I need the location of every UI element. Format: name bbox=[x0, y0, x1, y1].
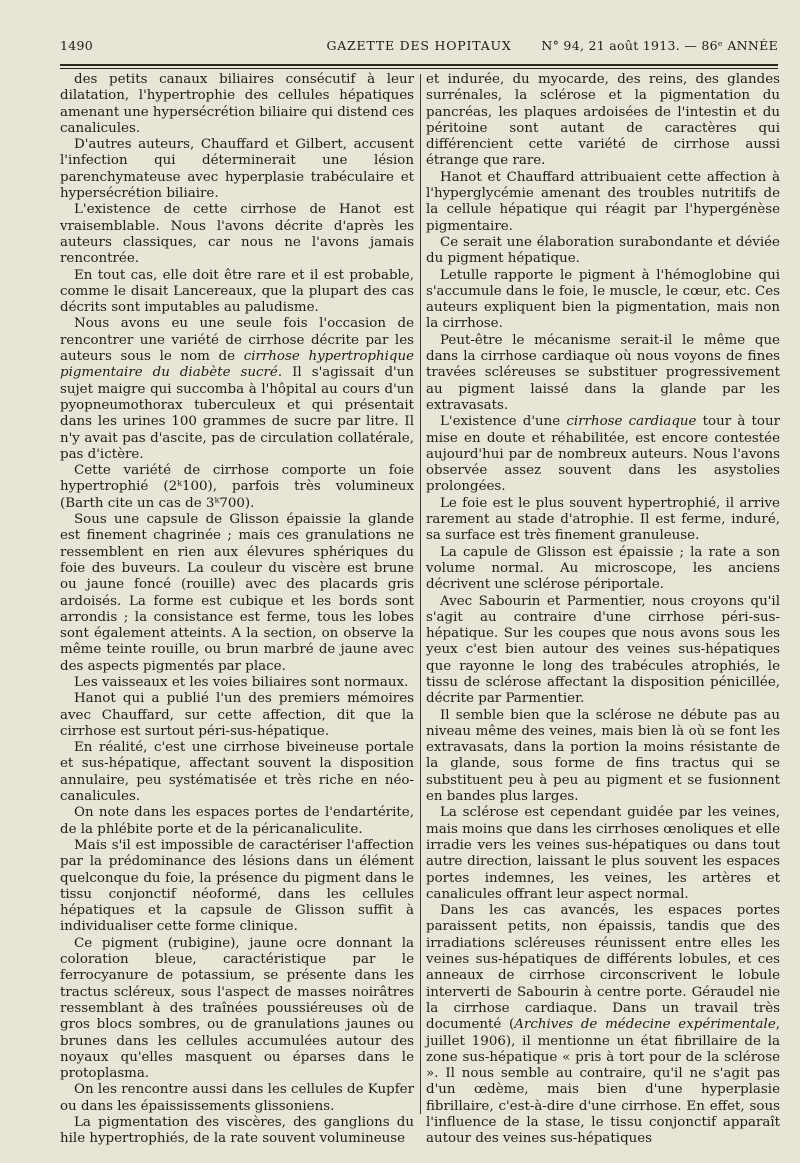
paragraph-text: Il semble bien que la sclérose ne débute pas au niveau même des veines, mais bien là où se font les extravasats, dans la portion la moins résistante de la glande, sous forme de fins tractus qui se substituent peu à peu au pigment et se fusionnent en bandes plus larges. bbox=[426, 707, 780, 805]
paragraph-text: On les rencontre aussi dans les cellules de Kupfer ou dans les épaississements glissoniens. bbox=[60, 1082, 414, 1114]
header-rule-thin bbox=[60, 68, 778, 69]
paragraph bbox=[60, 936, 414, 1083]
paragraph bbox=[426, 545, 780, 594]
paragraph-text: Le foie est le plus souvent hypertrophié, il arrive rarement au stade d'atrophie. Il est ferme, induré, sa surface est très finement granuleuse. bbox=[426, 495, 780, 544]
paragraph bbox=[60, 137, 414, 202]
paragraph bbox=[60, 72, 414, 137]
paragraph bbox=[60, 691, 414, 740]
paragraph-text: . Il s'agissait d'un sujet maigre qui succomba à l'hôpital au cours d'un pyopneumothorax tuberculeux et qui présentait dans les urines 100 grammes de sucre par litre. Il n'y avait pas d'ascite, pas de circulation collatérale, pas d'ictère. bbox=[60, 365, 414, 462]
paragraph-text: La pigmentation des viscères, des ganglions du hile hypertrophiés, de la rate souvent volumineuse bbox=[60, 1115, 414, 1147]
paragraph-text: des petits canaux biliaires consécutif à leur dilatation, l'hypertrophie des cellules hépatiques amenant une hypersécrétion biliaire qui distend ces canalicules. bbox=[60, 72, 415, 136]
paragraph-text: tour à tour mise en doute et réhabilitée, est encore contestée aujourd'hui par de nombreux auteurs. Nous l'avons observée assez souvent dans les asystolies prolongées. bbox=[426, 414, 780, 495]
paragraph bbox=[426, 414, 780, 495]
paragraph-text: Sous une capsule de Glisson épaissie la glande est finement chagrinée ; mais ces granulations ne ressemblent en rien aux élevures sphériques du foie des buveurs. La couleur du viscère est brune ou jaune foncé (rouille) avec des placards gris ardoisés. La forme est cubique et les bords sont arrondis ; la consistance est ferme, tous les lobes sont également atteints. A la section, on observe la même teinte rouille, ou brun marbré de jaune avec des aspects pigmentés par place. bbox=[60, 512, 414, 674]
paragraph bbox=[426, 72, 780, 170]
paragraph-text: La sclérose est cependant guidée par les veines, mais moins que dans les cirrhoses œnoliques et elle irradie vers les veines sus-hépatiques ou dans tout autre direction, laissant le plus souvent les espaces portes indemnes, les veines, les artères et canalicules offrant leur aspect normal. bbox=[426, 805, 780, 902]
running-header bbox=[60, 38, 778, 60]
paragraph-text: Cette variété de cirrhose comporte un foie hypertrophié (2ᵏ100), parfois très volumineux (Barth cite un cas de 3ᵏ700). bbox=[60, 463, 414, 511]
paragraph-text: Peut-être le mécanisme serait-il le même que dans la cirrhose cardiaque où nous voyons de fines travées scléreuses se substituer progressivement au pigment laissé dans la glande par les extravasats. bbox=[426, 332, 780, 413]
italic-term: Archives de médecine expérimentale bbox=[514, 1017, 776, 1033]
paragraph bbox=[426, 594, 780, 708]
paragraph bbox=[60, 838, 414, 936]
header-rule-thick bbox=[60, 64, 778, 66]
paragraph-text: D'autres auteurs, Chauffard et Gilbert, accusent l'infection qui déterminerait une lésion parenchymateuse avec hyperplasie trabéculaire et hypersécrétion biliaire. bbox=[60, 137, 414, 202]
paragraph bbox=[60, 1115, 414, 1148]
paragraph-text: et indurée, du myocarde, des reins, des glandes surrénales, la sclérose et la pigmentation du pancréas, les plaques ardoisées de l'intestin et du péritoine sont autant de caractères qui différencient cette variété de cirrhose aussi étrange que rare. bbox=[426, 72, 780, 169]
page-number: 1490 bbox=[60, 38, 94, 53]
paragraph-text: La capule de Glisson est épaissie ; la rate a son volume normal. Au microscope, les anciens décrivent une sclérose périportale. bbox=[426, 544, 780, 593]
paragraph bbox=[60, 1082, 414, 1115]
paragraph bbox=[60, 740, 414, 805]
paragraph bbox=[426, 708, 780, 806]
paragraph bbox=[426, 903, 780, 1147]
paragraph bbox=[426, 496, 780, 545]
paragraph bbox=[60, 512, 414, 675]
right-column bbox=[426, 72, 780, 1148]
paragraph-text: En réalité, c'est une cirrhose biveineuse portale et sus-hépatique, affectant souvent la disposition annulaire, peu systématisée et très riche en néo-canalicules. bbox=[60, 740, 414, 805]
paragraph-text: Hanot qui a publié l'un des premiers mémoires avec Chauffard, sur cette affection, dit que la cirrhose est surtout péri-sus-hépatique. bbox=[60, 691, 414, 739]
paragraph-text: Avec Sabourin et Parmentier, nous croyons qu'il s'agit au contraire d'une cirrhose péri-sus-hépatique. Sur les coupes que nous avons sous les yeux c'est bien autour des veines sus-hépatiques que rayonne le long des trabécules atrophiés, le tissu de sclérose affectant la disposition pénicillée, décrite par Parmentier. bbox=[426, 593, 780, 707]
paragraph bbox=[426, 805, 780, 903]
paragraph bbox=[60, 675, 414, 691]
paragraph-text: Les vaisseaux et les voies biliaires sont normaux. bbox=[74, 674, 409, 690]
paragraph-text: , juillet 1906), il mentionne un état fibrillaire de la zone sus-hépatique « pris à tort pour de la sclérose ». Il nous semble au contraire, qu'il ne s'agit pas d'un œdème, mais bien d'une hyperplasie fibrillaire, c'est-à-dire d'une cirrhose. En effet, sous l'influence de la stase, le tissu conjonctif apparaît autour des veines sus-hépatiques bbox=[426, 1017, 781, 1147]
paragraph-text: On note dans les espaces portes de l'endartérite, de la phlébite porte et de la péricanaliculite. bbox=[60, 805, 414, 837]
paragraph bbox=[426, 170, 780, 235]
left-column bbox=[60, 72, 414, 1148]
italic-term: cirrhose hypertrophique pigmentaire du diabète sucré bbox=[60, 349, 414, 381]
paragraph bbox=[60, 202, 414, 267]
paragraph-text: En tout cas, elle doit être rare et il est probable, comme le disait Lancereaux, que la plupart des cas décrits sont imputables au paludisme. bbox=[60, 267, 414, 316]
paragraph-text: L'existence de cette cirrhose de Hanot est vraisemblable. Nous l'avons décrite d'après les auteurs classiques, car nous ne l'avons jamais rencontrée. bbox=[60, 202, 414, 267]
paragraph-text: Ce serait une élaboration surabondante et déviée du pigment hépatique. bbox=[426, 234, 780, 267]
paragraph-text: Ce pigment (rubigine), jaune ocre donnant la coloration bleue, caractéristique par le ferrocyanure de potassium, se présente dans les tractus scléreux, sous l'aspect de masses noirâtres ressemblant à des traînées poussiéreuses où de gros blocs sombres, ou de granulations jaunes ou brunes dans les cellules accumulées autour des noyaux qu'elles masquent ou éparses dans le protoplasma. bbox=[60, 935, 414, 1082]
italic-term: cirrhose cardiaque bbox=[566, 414, 697, 430]
journal-title: GAZETTE DES HOPITAUX bbox=[326, 38, 512, 53]
paragraph bbox=[426, 268, 780, 333]
column-divider bbox=[420, 74, 421, 1114]
paragraph bbox=[60, 463, 414, 512]
paragraph-text: Dans les cas avancés, les espaces portes paraissent petits, non épaissis, tandis que des irradiations scléreuses réunissent entre elles les veines sus-hépatiques de différents lobules, et ces anneaux de cirrhose circonscrivent le lobule interverti de Sabourin à centre porte. Géraudel nie la cirrhose cardiaque. Dans un travail très documenté ( bbox=[426, 903, 780, 1033]
paragraph-text: L'existence d'une bbox=[440, 414, 567, 430]
issue-info: N° 94, 21 août 1913. — 86ᵉ ANNÉE bbox=[541, 38, 778, 53]
paragraph bbox=[60, 316, 414, 463]
paragraph-text: Letulle rapporte le pigment à l'hémoglobine qui s'accumule dans le foie, le muscle, le cœur, etc. Ces auteurs expliquent bien la pigmentation, mais non la cirrhose. bbox=[426, 267, 780, 332]
paragraph bbox=[426, 235, 780, 268]
paragraph bbox=[60, 805, 414, 838]
paragraph bbox=[60, 268, 414, 317]
paragraph-text: Hanot et Chauffard attribuaient cette affection à l'hyperglycémie amenant des troubles nutritifs de la cellule hépatique qui réagit par l'hypergénèse pigmentaire. bbox=[426, 169, 780, 234]
paragraph-text: Nous avons eu une seule fois l'occasion de rencontrer une variété de cirrhose décrite par les auteurs sous le nom de bbox=[60, 316, 414, 365]
paragraph-text: Mais s'il est impossible de caractériser l'affection par la prédominance des lésions dans un élément quelconque du foie, la présence du pigment dans le tissu conjonctif néoformé, dans les cellules hépatiques et la capsule de Glisson suffit à individualiser cette forme clinique. bbox=[60, 837, 414, 935]
paragraph bbox=[426, 333, 780, 414]
